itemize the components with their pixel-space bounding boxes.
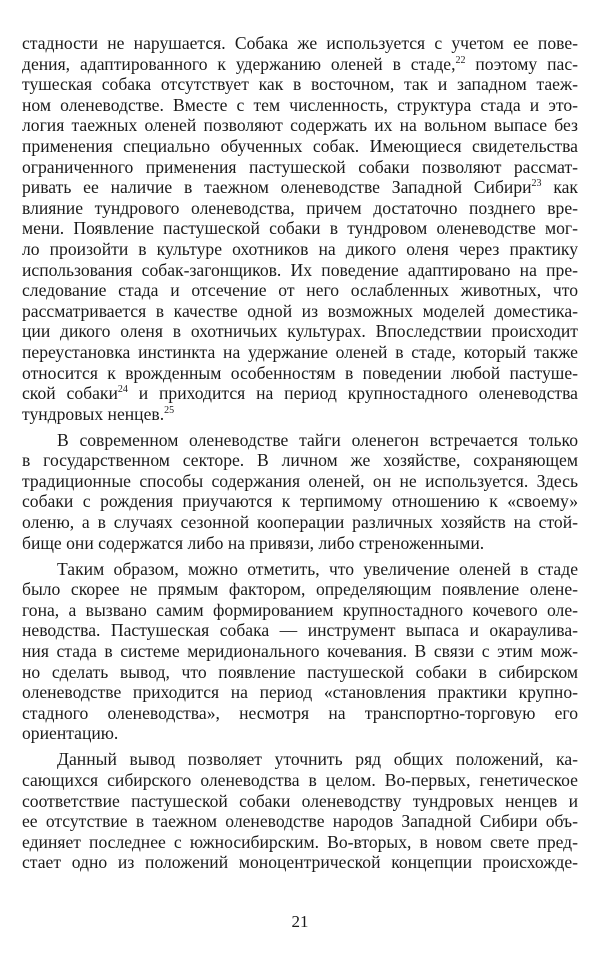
- line-text: применения специально обученных собак. Имеющиеся свидетельства: [22, 135, 578, 156]
- line-text: неводства. Пастушеская собака — инструмент выпаса и окараулива-: [22, 620, 578, 641]
- text-line: [22, 260, 578, 281]
- line-text: Данный вывод позволяет уточнить ряд общих положений, ка-: [57, 749, 578, 770]
- text-line: [22, 301, 578, 322]
- text-line: [22, 157, 578, 178]
- line-text: следование стада и отсечение от него ослабленных животных, что: [22, 280, 578, 301]
- text-line: [22, 383, 578, 404]
- line-text: дения, адаптированного к удержанию оленей в стаде,: [22, 53, 456, 74]
- footnote-marker[interactable]: 25: [164, 404, 175, 416]
- line-text: оленеводстве приходится на период «становления практики крупно-: [22, 682, 578, 703]
- line-text: ориентацию.: [22, 723, 119, 744]
- line-text: логия таежных оленей позволяют содержать их на вольном выпасе без: [22, 115, 578, 136]
- footnote-marker[interactable]: 24: [117, 384, 128, 396]
- text-line: [22, 791, 578, 812]
- line-text: ния стада в системе меридионального кочевания. В связи с этим мож-: [22, 641, 578, 661]
- line-text: оленю, а в случаях сезонной кооперации различных хозяйств на стой-: [22, 512, 578, 533]
- text-line: [22, 471, 578, 492]
- text-line: [22, 450, 578, 471]
- footnote-marker[interactable]: 23: [531, 178, 542, 190]
- text-line: [22, 54, 578, 75]
- text-line: [22, 641, 578, 662]
- text-line: [22, 620, 578, 641]
- text-line: [22, 811, 578, 832]
- line-text: ном оленеводстве. Вместе с тем численность, структура стада и это-: [22, 94, 578, 115]
- line-text: стадности не нарушается. Собака же используется с учетом ее пове-: [22, 33, 578, 53]
- text-line: [22, 662, 578, 683]
- line-text: использования собак-загонщиков. Их поведение адаптировано на пре-: [22, 259, 578, 280]
- line-text: но сделать вывод, что появление пастушеской собаки в сибирском: [22, 661, 578, 682]
- line-text: соответствие пастушеской собаки оленеводству тундровых ненцев и: [22, 790, 578, 811]
- line-text: ограниченного применения пастушеской собаки позволяют рассмат-: [22, 156, 578, 177]
- line-text: тундровых ненцев.: [22, 403, 165, 424]
- text-line: [22, 852, 578, 873]
- paragraph: [22, 749, 578, 873]
- text-line: [22, 136, 578, 157]
- text-line: [22, 33, 578, 54]
- line-text: ции дикого оленя в охотничьих культурах. Впоследствии происходит: [22, 321, 578, 342]
- text-line: [22, 533, 578, 554]
- text-line: [22, 177, 578, 198]
- text-line: [22, 749, 578, 770]
- line-text: поэтому пас-: [465, 53, 578, 74]
- line-text: стает одно из положений моноцентрической концепции происхожде-: [22, 852, 578, 873]
- text-line: [22, 363, 578, 384]
- text-line: [22, 703, 578, 724]
- line-text: Таким образом, можно отметить, что увеличение оленей в стаде: [57, 558, 578, 579]
- paragraph: [22, 430, 578, 554]
- line-text: влияние тундрового оленеводства, причем достаточно позднего вре-: [22, 197, 578, 218]
- text-line: [22, 115, 578, 136]
- line-text: было скорее не прямым фактором, определяющим появление олене-: [22, 579, 578, 600]
- line-text: ее отсутствие в таежном оленеводстве народов Западной Сибири объ-: [22, 811, 578, 832]
- text-line: [22, 218, 578, 239]
- line-text: как: [541, 177, 578, 198]
- line-text: мени. Появление пастушеской собаки в тундровом оленеводстве мог-: [22, 218, 578, 239]
- line-text: рассматривается в качестве одной из возможных моделей доместика-: [22, 300, 578, 321]
- footnote-marker[interactable]: 22: [455, 54, 466, 66]
- line-text: собаки с рождения приучаются к терпимому отношению к «своему»: [22, 491, 578, 512]
- line-text: тушеская собака отсутствует как в восточном, так и западном таеж-: [22, 74, 578, 95]
- text-line: [22, 723, 578, 744]
- text-line: [22, 682, 578, 703]
- text-line: [22, 770, 578, 791]
- line-text: традиционные способы содержания оленей, он не используется. Здесь: [22, 470, 578, 491]
- line-text: в государственном секторе. В личном же хозяйстве, сохраняющем: [22, 450, 578, 471]
- text-line: [22, 430, 578, 451]
- page-number: 21: [291, 912, 309, 931]
- page-body-text: [22, 33, 578, 878]
- text-line: [22, 512, 578, 533]
- line-text: бище они содержатся либо на привязи, либо стреноженными.: [22, 532, 485, 553]
- text-line: [22, 579, 578, 600]
- text-line: [22, 95, 578, 116]
- line-text: переустановка инстинкта на удержание оленей в стаде, который также: [22, 341, 578, 362]
- line-text: ло произойти в культуре охотников на дикого оленя через практику: [22, 238, 578, 259]
- line-text: гона, а вызвано самим формированием крупностадного кочевого оле-: [22, 599, 578, 620]
- text-line: [22, 198, 578, 219]
- text-line: [22, 280, 578, 301]
- text-line: [22, 559, 578, 580]
- text-line: [22, 404, 578, 425]
- line-text: В современном оленеводстве тайги оленегон встречается только: [57, 429, 578, 450]
- text-line: [22, 321, 578, 342]
- text-line: [22, 491, 578, 512]
- text-line: [22, 600, 578, 621]
- line-text: стадного оленеводства», несмотря на транспортно-торговую его: [22, 702, 578, 723]
- paragraph: [22, 559, 578, 744]
- text-line: [22, 74, 578, 95]
- text-line: [22, 832, 578, 853]
- line-text: единяет последнее с южносибирским. Во-вторых, в новом свете пред-: [22, 831, 578, 852]
- text-line: [22, 239, 578, 260]
- text-line: [22, 342, 578, 363]
- line-text: ривать ее наличие в таежном оленеводстве Западной Сибири: [22, 177, 532, 198]
- line-text: сающихся сибирского оленеводства в целом. Во-первых, генетическое: [22, 769, 578, 790]
- line-text: ской собаки: [22, 383, 118, 404]
- line-text: относится к врожденным особенностям в поведении любой пастуше-: [22, 362, 578, 383]
- paragraph: [22, 33, 578, 424]
- line-text: и приходится на период крупностадного оленеводства: [127, 383, 578, 404]
